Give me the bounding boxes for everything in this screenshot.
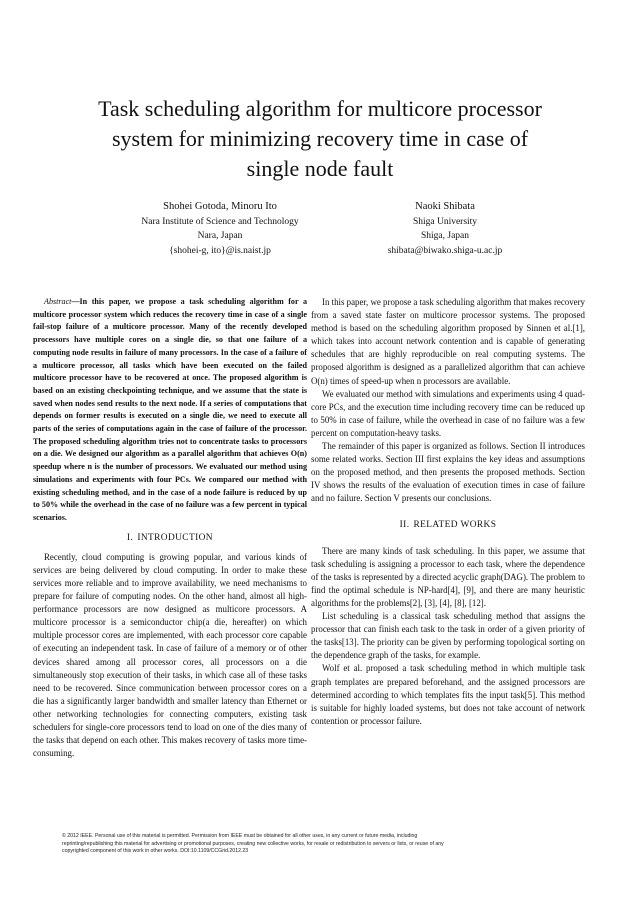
right-column [311, 296, 585, 728]
section-heading [33, 532, 307, 545]
paragraph: In this paper, we propose a task scheduling algorithm that makes recovery from a saved state faster on multicore processor systems. The proposed method is based on the scheduling algorithm proposed by Sinnen et al.[1], which takes into account network contention and is capable of generating schedules that are highly reproducible on real computing systems. The proposed algorithm is designed as a parallelized algorithm that can achieve O(n) times of speed-up when n processors are available. [311, 297, 585, 386]
author-affiliation: Shiga University [412, 216, 478, 227]
author-affiliation: Nara Institute of Science and Technology [141, 216, 299, 227]
title-line: Task scheduling algorithm for multicore processor [98, 96, 542, 121]
footer-line: © 2012 IEEE. Personal use of this material is permitted. Permission from IEEE must be obtained for all other uses, in any current or future media, including [62, 833, 418, 839]
title-line: system for minimizing recovery time in case of [111, 126, 529, 151]
author-block [95, 200, 345, 258]
author-name: Shohei Gotoda, Minoru Ito [163, 201, 277, 212]
abstract [33, 296, 307, 525]
author-email: shibata@biwako.shiga-u.ac.jp [387, 245, 503, 256]
author-location: Shiga, Japan [420, 231, 470, 241]
paragraph: List scheduling is a classical task scheduling method that assigns the processor that can finish each task to the task in order of a given priority of the tasks[13]. The priority can be given by performing topological sorting on the dependence graph of the tasks, for example. [311, 611, 585, 661]
footer-line: reprinting/republishing this material for advertising or promotional purposes, creating new collective works, for resale or redistribution to servers or lists, or reuse of any [62, 840, 444, 847]
copyright-footer [62, 833, 582, 856]
section-heading [311, 519, 585, 532]
abstract-text: —In this paper, we propose a task scheduling algorithm for a multicore processor system which reduces the recovery time in case of a single fail-stop failure of a multicore processor. Many of the recently developed processors have multiple cores on a single die, so that one failure of a computing node results in failure of many processors. In the case of a failure of a multicore processor, all tasks which have been executed on the failed multicore processor have to be recovered at once. The proposed algorithm is based on an existing checkpointing technique, and we assume that the state is saved when nodes send results to the next node. If a series of computations that depends on former results is executed on a single die, we need to execute all parts of the series of computations again in the case of failure of the processor. The proposed scheduling algorithm tries not to concentrate tasks to processors on a die. We designed our algorithm as a parallel algorithm that achieves O(n) speedup where n is the number of processors. We evaluated our method using simulations and experiments with four PCs. We compared our method with existing scheduling method, and in the case of a node failure is reduced by up to 50% while the overhead in the case of no failure was a few percent in typical scenarios. [33, 297, 307, 522]
paper-title [50, 94, 590, 184]
abstract-label: Abstract [44, 297, 72, 306]
section-number: II. [399, 519, 410, 530]
author-email: {shohei-g, ito}@is.naist.jp [169, 245, 271, 256]
author-name: Naoki Shibata [415, 201, 475, 212]
footer-line: copyrighted component of this work in other works. DOI:10.1109/CCGrid.2012.23 [62, 848, 249, 855]
left-column [33, 296, 307, 760]
author-location: Nara, Japan [197, 231, 243, 241]
paragraph: There are many kinds of task scheduling. In this paper, we assume that task scheduling is assigning a processor to each task, where the dependence of the tasks is represented by a directed acyclic graph(DAG). The problem to find the optimal schedule is NP-hard[4], [9], and there are many heuristic algorithms for the problems[2], [3], [4], [8], [12]. [311, 545, 585, 608]
paragraph: Wolf et al. proposed a task scheduling method in which multiple task graph templates are prepared beforehand, and the assigned processors are determined according to which templates fits the input task[5]. This method is suitable for highly loaded systems, but does not take account of network contention or processor failure. [311, 663, 585, 726]
section-number: I. [127, 532, 134, 543]
section-title: INTRODUCTION [137, 532, 213, 543]
author-block [345, 200, 545, 258]
section-title: RELATED WORKS [413, 519, 497, 530]
paragraph: Recently, cloud computing is growing popular, and various kinds of services are being delivered by cloud computing. In order to make these services more reliable and to improve availability, we need mechanisms to prepare for failure of computing nodes. On the other hand, almost all high-performance processors are now designed as multicore processors. A multicore processor is a semiconductor chip(a die, hereafter) on which multiple processor cores are implemented, with each processor core capable of executing an independent task. In case of failure of a memory or of other devices shared among all processor cores, all processors on a die simultaneously stop execution of their tasks, in which case all of these tasks need to be recovered. Since communication between processor cores on a die has a significantly larger bandwidth and smaller latency than Ethernet or other networking technologies for connecting computers, existing task schedulers for single-core processors tend to load on one of the dies many of the tasks that depend on each other. This makes recovery of tasks more time-consuming. [33, 551, 307, 759]
paragraph: We evaluated our method with simulations and experiments using 4 quad-core PCs, and the execution time including recovery time can be reduced up to 50% in case of failure, while the overhead in case of no failure was a few percent on computation-heavy tasks. [311, 388, 586, 438]
title-line: single node fault [246, 156, 394, 181]
paragraph: The remainder of this paper is organized as follows. Section II introduces some related works. Section III first explains the key ideas and assumptions on the proposed method, and then presents the proposed methods. Section IV shows the results of the evaluation of execution times in case of failure and no failure. Section V presents our conclusions. [311, 441, 585, 504]
